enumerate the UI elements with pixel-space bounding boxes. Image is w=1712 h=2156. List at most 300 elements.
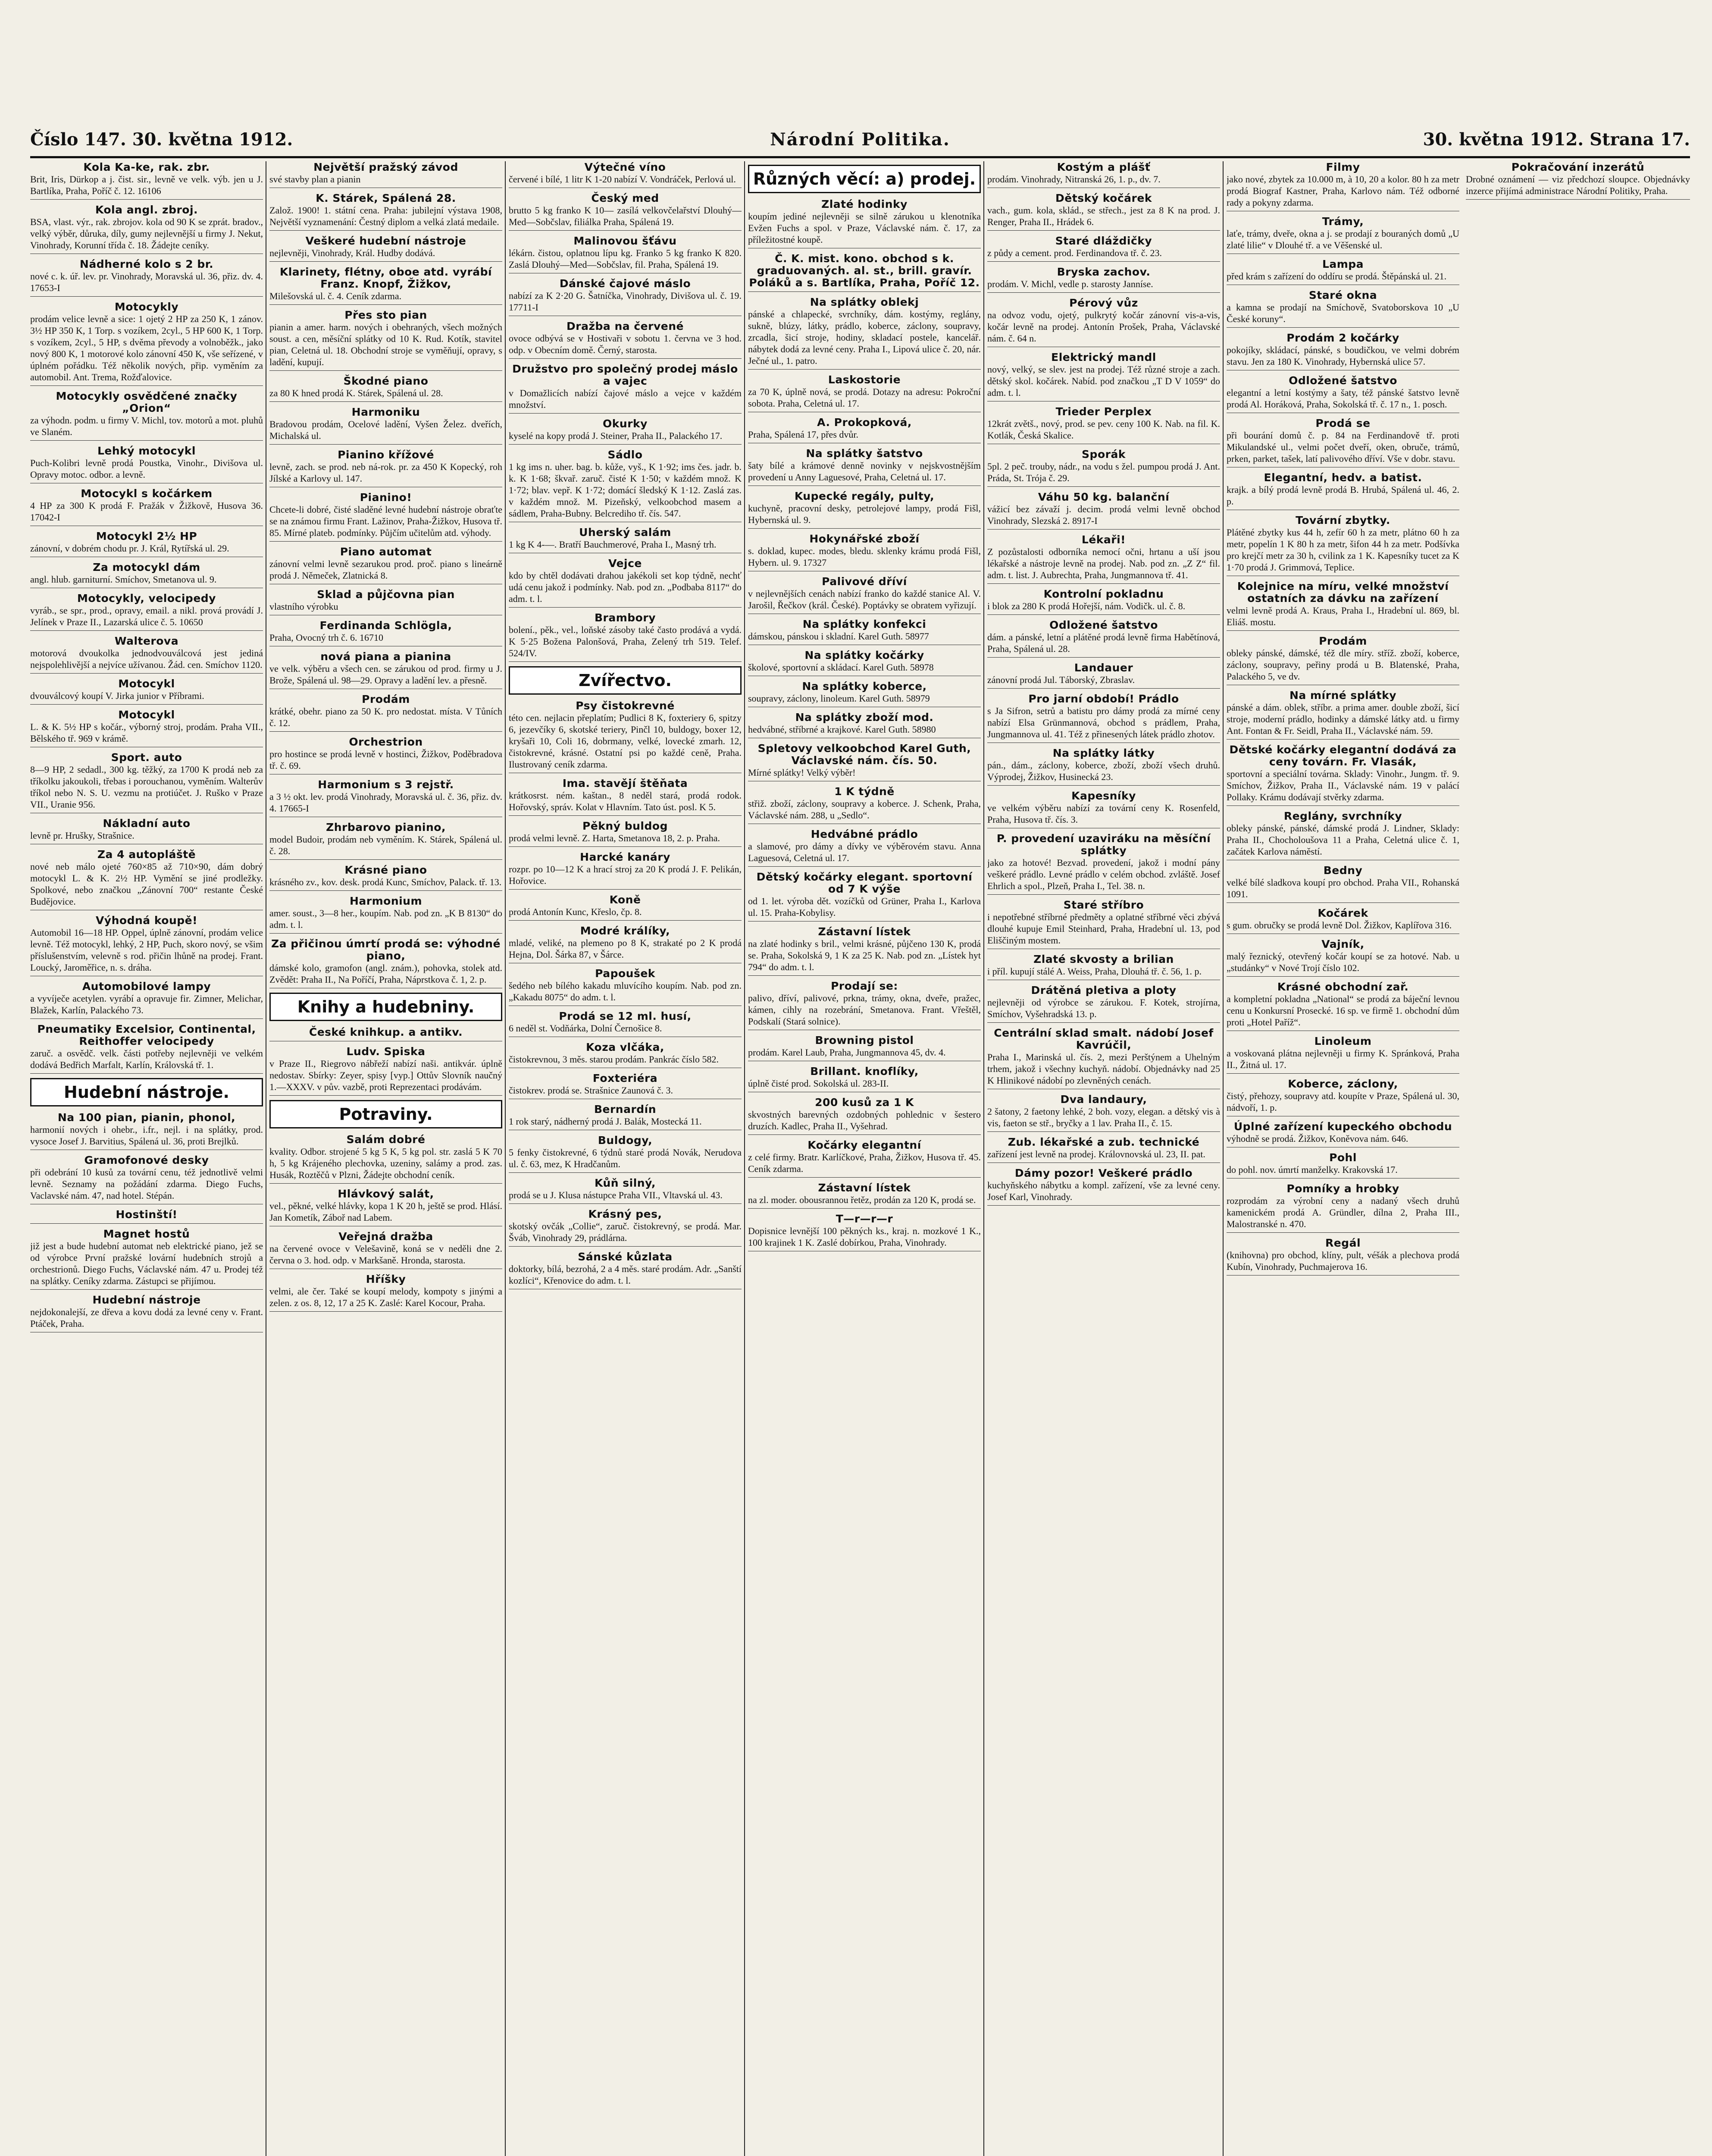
classified-ad [748,296,981,370]
classified-ad [509,235,742,273]
ad-body: i nepotřebné stříbrné předměty a oplatné stříbrné věci zbývá dlouhé kupuje Emil Steinhard, Praha, Hradební ul. 13, pod Eliščiným mostem. [987,912,1220,946]
classified-ad [269,938,502,988]
ad-body: Praha I., Marinská ul. čís. 2, mezi Perštýnem a Uhelným trhem, jakož i všechny kuchyň. nádobí. Objednávky nad 25 K Hlinikové nádobí po zlevněných cenách. [987,1052,1220,1086]
ad-headline: Přes sto pian [344,309,427,321]
ad-body: z půdy a cement. prod. Ferdinandova tř. č. 23. [987,248,1162,258]
ad-body: nový, velký, se slev. jest na prodej. Též různé stroje a zach. dětský skol. kočárek. Nabíd. pod značkou „T D V 1059“ do adm. t. l. [987,364,1220,398]
ad-body: pánské a dám. oblek, stříbr. a prima amer. double zboží, šicí stroje, moderní prádlo, hodinky a dámské látky atd. u firmy Ant. Fontan & Fr. Seidl, Praha II., Václavské nám. 59. [1227,702,1459,736]
classified-ad [1227,289,1459,328]
classified-ad [1227,865,1459,903]
classified-ad [509,320,742,359]
ad-body: Z pozůstalosti odborníka nemocí očni, hrtanu a uší jsou lékařské a nástroje levně na prodej. Nab. pod zn. „Z Z“ fil. adm. t. list. J. Aubrechta, Praha, Jungmannova tř. 41. [987,546,1220,580]
ad-body: Dopisnice levnější 100 pěkných ks., kraj. n. mozkové 1 K., 100 krajinek 1 K. Zaslé dobírkou, Praha, Vinohrady. [748,1225,981,1248]
classified-ad [509,449,742,522]
ad-body: Drobné oznámení — viz předchozí sloupce. Objednávky inzerce přijímá administrace Národní Politiky, Praha. [1466,174,1690,196]
classified-ad [509,192,742,231]
classified-ad [269,309,502,371]
ad-headline: Pěkný buldog [582,820,668,832]
classified-ad [269,864,502,891]
ad-body: v nejlevnějších cenách nabízí franko do každé stanice Al. V. Jarošil, Řečkov (král. České). Poptávky se obratem vyřizují. [748,588,981,611]
ad-body: kuchyňského nábytku a kompl. zařízení, vše za levné ceny. Josef Karl, Vinohrady. [987,1180,1220,1202]
ad-body: a kamna se prodají na Smíchově, Svatoborskova 10 „U České koruny“. [1227,302,1459,324]
ad-headline: Motocykl s kočárkem [81,487,213,500]
classified-ad [987,588,1220,615]
ad-headline: Dětský kočárek [1055,192,1152,204]
ad-headline: P. provedení uzaviráku na měsíční splátky [996,832,1211,857]
ad-body: červené i bílé, 1 litr K 1-20 nabízí V. Vondráček, Perlová ul. [509,174,736,185]
classified-ad [30,635,263,674]
classified-ad [987,192,1220,231]
classified-ad [1227,258,1459,285]
classified-ad [1227,810,1459,860]
ad-headline: Ima. stavějí štěňata [562,777,688,790]
classified-ad [509,1134,742,1173]
classified-ad [509,363,742,414]
classified-ad [269,651,502,689]
ad-body: pán., dám., záclony, koberce, zboží, zboží všech druhů. Výprodej, Žižkov, Husinecká 23. [987,760,1220,782]
classified-ad [30,752,263,813]
ad-headline: Koza vlčáka, [586,1041,664,1053]
classified-ad [269,266,502,305]
classified-ad [748,253,981,292]
masthead [30,129,1690,155]
ad-headline: Koberce, záclony, [1288,1078,1398,1090]
ad-body: s. doklad, kupec. modes, bledu. sklenky krámu prodá Fišl, Hybern. ul. 9. 17327 [748,545,981,568]
ad-headline: Laskostorie [828,373,901,386]
ad-headline: Dva landaury, [1060,1093,1147,1106]
ad-headline: T—r—r—r [836,1213,893,1225]
ad-headline: Lékaři! [1081,533,1126,546]
classified-ad [269,546,502,584]
classified-ad [987,693,1220,743]
ad-body: mladé, veliké, na plemeno po 8 K, strakaté po 2 K prodá Hejna, Dol. Šárka 87, v Šárce. [509,937,742,960]
classified-columns [30,161,1690,2156]
classified-ad [748,786,981,824]
ad-body: dám. a pánské, letní a plátěné prodá levně firma Habětínová, Praha, Spálená ul. 28. [987,632,1220,654]
ad-body: velké bílé sladkova koupí pro obchod. Praha VII., Rohanská 1091. [1227,877,1459,899]
ad-headline: Úplné zařízení kupeckého obchodu [1233,1120,1452,1133]
masthead-issue-date: Číslo 147. 30. května 1912. [30,129,293,150]
classified-ad [30,258,263,297]
classified-ad [1227,938,1459,977]
ad-headline: Motocykl [118,677,175,690]
ad-body: v Praze II., Riegrovo nábřeží nabízí naši. antikvár. úplně nedostav. Sbírky: Zeyer, spisy [vyp.] Ottův Slovník naučný 1.—XXXV. v pův. vazbě, proti Reprezentaci prodávám. [269,1058,502,1092]
ad-headline: Buldogy, [598,1134,653,1147]
ad-body: palivo, dříví, palivové, prkna, trámy, okna, dveře, pražec, kámen, cihly na rozebrání, Smetanova. Frant. Vřeštěl, Podskalí (Stará solnice). [748,993,981,1027]
ad-headline: Ludv. Spiska [346,1045,426,1058]
ad-body: vel., pěkné, velké hlávky, kopa 1 K 20 h, ještě se prod. Hlásí. Jan Kometík, Záboř nad Labem. [269,1200,502,1223]
ad-headline: Gramofonové desky [84,1154,209,1166]
ad-headline: Centrální sklad smalt. nádobí Josef Kavrúčil, [994,1027,1214,1051]
ad-headline: Český med [591,192,659,204]
ad-body: čistý, přehozy, soupravy atd. koupíte v Praze, Spálená ul. 30, nádvoří, 1. p. [1227,1091,1459,1113]
ad-body: jako za hotové! Bezvad. provedení, jakož i modní pány veškeré prádlo. Levné prádlo v celém obchod. zvláště. Josef Ehrlich a spol., Plzeň, Praha I., Tel. 38. n. [987,857,1220,891]
ad-body: 8—9 HP, 2 sedadl., 300 kg. těžký, za 1700 K prodá neb za tříkolku jakoukoli, třebas i porouchanou, vyměním. Walterův tříkol nebo N. S. U. vezmu na protiúčet. J. Ruško v Praze VII., Uranie 956. [30,764,263,810]
column-divider [1223,161,1224,2156]
ad-body: krátké, obehr. piano za 50 K. pro nedostat. místa. V Tůních č. 12. [269,706,502,728]
ad-headline: Hudební nástroje [92,1294,201,1306]
ad-body: od 1. let. výroba dět. vozíčků od Grüner, Praha I., Karlova ul. 15. Praha-Kobylisy. [748,896,981,918]
ad-headline: Prodá se 12 ml. husí, [559,1010,692,1022]
classified-ad [748,828,981,867]
classified-ad [509,1208,742,1247]
ad-headline: Harmoniku [351,406,420,418]
ad-headline: Motocykly [114,301,179,313]
classified-ad [1227,1183,1459,1233]
classified-ad [509,558,742,608]
section-heading: Různých věcí: a) prodej. [748,165,981,193]
ad-body: zánovní, v dobrém chodu pr. J. Král, Rytířská ul. 29. [30,543,229,554]
ad-body: dvouválcový koupí V. Jirka junior v Příbrami. [30,690,204,701]
ad-body: prodá velmi levně. Z. Harta, Smetanova 18, 2. p. Praha. [509,833,720,843]
ad-headline: Modré králíky, [580,924,670,937]
ad-body: amer. soust., 3—8 her., koupím. Nab. pod zn. „K B 8130“ do adm. t. l. [269,908,502,930]
classified-ad [509,968,742,1006]
ad-body: dámskou, pánskou i skladní. Karel Guth. 58977 [748,631,929,642]
ad-headline: Sklad a půjčovna pian [317,588,455,601]
ad-body: a slamové, pro dámy a dívky ve výběrovém stavu. Anna Laguesová, Celetná ul. 17. [748,841,981,863]
ad-headline: Zlaté skvosty a brilian [1033,953,1174,965]
classified-ad [269,235,502,262]
classified-ad [30,1023,263,1074]
ad-headline: Veřejná dražba [338,1230,433,1243]
ad-body: nové neb málo ojeté 760×85 až 710×90, dám dobrý motocykl L. & K. 2½ HP. Vymění se jiné prodležky. Spolkové, nebo značkou „Zánovní 700“ restante České Budějovice. [30,861,263,907]
ad-body: levně pr. Hrušky, Strašnice. [30,830,135,841]
ad-body: zánovní velmi levně sezarukou prod. proč. piano s lineárně prodá J. Němeček, Zlatnická 8. [269,558,502,581]
classified-ad [509,1251,742,1289]
ad-headline: Filmy [1326,161,1360,173]
ad-headline: Prodám 2 kočárky [1286,332,1399,344]
column-7 [1466,161,1690,2156]
classified-ad [269,1026,502,1041]
classified-ad [269,1134,502,1184]
classified-ad [987,351,1220,401]
ad-body: rozprodám za výrobní ceny a nadaný všech druhů kamenickém prodá A. Gründler, dílna 2, Praha III., Malostranské n. 470. [1227,1195,1459,1229]
classified-ad [748,618,981,645]
ad-headline: Výtečné víno [584,161,666,173]
classified-ad [748,871,981,921]
classified-ad [269,449,502,487]
ad-body: pro hostince se prodá levně v hostinci, Žižkov, Poděbradova tř. č. 69. [269,749,502,771]
classified-ad [748,1097,981,1135]
ad-body: doktorky, bílá, bezrohá, 2 a 4 měs. staré prodám. Adr. „Sanští kozlíci“, Křenovice do adm. t. l. [509,1263,742,1286]
classified-ad [1227,1152,1459,1178]
ad-headline: 200 kusů za 1 K [815,1096,914,1109]
ad-headline: Za 4 autopláště [97,848,196,861]
ad-body: této cen. nejlacin přeplatím; Pudlici 8 K, foxteriery 6, spitzy 6, jezevčíky 6, skotské teriery, Pinčl 10, buldogy, boxer 12, kryšaři 10, Coli 16, dobrmany, velké, lovecké zmarh. 12, čistokrevné, krásné. Ostatní psi po každé ceně, Praha. Ilustrovaný ceník zdarma. [509,712,742,770]
ad-headline: Kůň silný, [595,1177,656,1189]
ad-headline: Nádherné kolo s 2 br. [79,258,214,270]
ad-headline: Na 100 pian, pianin, phonol, [57,1111,236,1124]
ad-headline: Pro jarní období! Prádlo [1028,693,1179,705]
classified-ad [1227,514,1459,576]
ad-body: BSA, vlast. výr., rak. zbrojov. kola od 90 K se zprát. bradov., velký výběr, důruka, díly, gumy nejlevnější u firmy J. Nekut, Vinohrady, Korunní třída č. 18. Žádejte ceníky. [30,216,263,251]
classified-ad [30,204,263,254]
ad-body: na odvoz vodu, ojetý, pulkrytý kočár zánovní vis-a-vis, kočár levně na prodej. Antonín Prošek, Praha, Václavské nám. č. 64 n. [987,310,1220,344]
ad-headline: Landauer [1074,661,1133,674]
ad-body: nové c. k. úř. lev. pr. Vinohrady, Moravská ul. 36, přiz. dv. 4. 17653-I [30,271,263,293]
column-3 [509,161,742,2156]
classified-ad [987,662,1220,689]
ad-body: skvostných barevných ozdobných pohlednic v šestero druzích. Kadlec, Praha II., Vyšehrad. [748,1109,981,1131]
ad-body: čistokrev. prodá se. Strašnice Zaunová č. 3. [509,1085,673,1096]
classified-ad [30,1228,263,1290]
ad-headline: Dětské kočárky elegantní dodává za ceny továrn. Fr. Vlasák, [1229,743,1457,768]
ad-headline: Kostým a plášť [1057,161,1151,173]
ad-headline: Palivové dříví [822,575,907,588]
ad-headline: Kupecké regály, pulty, [794,490,935,502]
ad-headline: Browning pistol [815,1034,914,1047]
ad-headline: Sport. auto [111,751,182,764]
classified-ad [30,161,263,200]
ad-body: ovoce odbývá se v Hostivaři v sobotu 1. června ve 3 hod. odp. v Obecním domě. Černý, starosta. [509,333,742,355]
ad-headline: Na splátky látky [1052,747,1155,759]
classified-ad [509,700,742,773]
classified-ad [269,161,502,188]
ad-headline: Prodám [1319,635,1367,647]
classified-ad [987,1167,1220,1206]
classified-ad [509,1072,742,1099]
classified-ad [987,1136,1220,1163]
ad-body: 1 rok starý, nádherný prodá J. Balák, Mostecká 11. [509,1116,702,1127]
ad-body: laťe, trámy, dveře, okna a j. se prodají z bouraných domů „U zlaté lilie“ v Dlouhé tř. a ve Věšenské ul. [1227,228,1459,251]
classified-ad [987,619,1220,658]
ad-headline: Odložené šatstvo [1289,374,1397,387]
ad-headline: Vajník, [1321,938,1365,950]
ad-body: velmi, ale čer. Také se koupí melody, kompoty s jinými a zelen. z os. 8, 12, 17 a 25 K. Zaslé: Karel Kocour, Praha. [269,1286,502,1308]
ad-headline: Piano automat [340,545,432,558]
ad-body: již jest a bude hudební automat neb elektrické piano, jež se od výrobce První pražské lovární hudebních strojů a orchestrionů. Diego Fuchs, Václavské nám. 47 u. Prodej též na splátky. Ceníky zdarma. Zástupci se přijímou. [30,1241,263,1286]
ad-body: za 70 K, úplně nová, se prodá. Dotazy na adresu: Pokroční sobota. Praha, Celetná ul. 17. [748,386,981,409]
ad-body: Plátěné zbytky kus 44 h, zefír 60 h za metr, plátno 60 h za metr, popelín 1 K 80 h za metr, šifon 44 h za metr. Podšívka pro krejčí metr za 30 h, cvilink za 1 K. Kapesníky tucet za K 1·70 prodá J. Grimmová, Teplice. [1227,527,1459,573]
section-heading: Knihy a hudebniny. [269,993,502,1021]
ad-body: hedvábné, stříbrné a krajkové. Karel Guth. 58980 [748,724,936,735]
ad-body: soupravy, záclony, linoleum. Karel Guth. 58979 [748,693,930,704]
ad-headline: Kola angl. zbroj. [95,204,198,216]
ad-headline: Harcké kanáry [580,851,670,863]
ad-headline: Pianino křížové [338,448,434,461]
classified-ad [748,533,981,571]
ad-headline: Výhodná koupě! [95,914,198,927]
ad-headline: Hlávkový salát, [338,1188,434,1200]
ad-headline: Motocykl [118,708,175,721]
classified-ad [1466,161,1690,200]
ad-headline: Krásný pes, [588,1208,662,1220]
ad-body: 2 šatony, 2 faetony lehké, 2 boh. vozy, elegan. a dětský vis à vis, faeton se stř., bryčky a 1 lav. Praha II., č. 15. [987,1106,1220,1128]
ad-body: (knihovna) pro obchod, klíny, pult, véšák a plechova prodá Kubín, Vinohrady, Puchmajerova 16. [1227,1250,1459,1272]
ad-headline: Sánské kůzlata [578,1250,673,1263]
ad-body: do pohl. nov. úmrtí manželky. Krakovská 17. [1227,1164,1398,1175]
section-heading: Potraviny. [269,1100,502,1128]
ad-headline: Na splátky zboží mod. [795,711,934,724]
classified-ad [269,1231,502,1269]
classified-ad [30,678,263,705]
ad-headline: Sporák [1082,448,1126,461]
ad-body: Bradovou prodám, Ocelové ladění, Vyšen Želez. dveřích, Michalská ul. [269,419,502,441]
ad-body: Praha, Ovocný trh č. 6. 16710 [269,632,383,643]
classified-ad [509,1010,742,1037]
classified-ad [987,235,1220,262]
classified-ad [748,743,981,781]
ad-headline: Dětský kočárky elegant. sportovní od 7 K výše [756,871,973,895]
ad-headline: Pomníky a hrobky [1286,1182,1399,1195]
classified-ad [748,926,981,976]
ad-body: harmonií nových i ohebr., i.fr., nejl. i na splátky, prod. vysoce Josef J. Barvitius, Spálená ul. 36, proti Brejlků. [30,1124,263,1147]
ad-headline: Papoušek [595,967,655,980]
ad-body: své stavby plan a pianin [269,174,361,185]
classified-ad [748,1182,981,1209]
classified-ad [509,418,742,445]
classified-ad [748,576,981,614]
classified-ad [269,779,502,817]
ad-body: i blok za 280 K prodá Hořejší, nám. Vodičk. ul. č. 8. [987,601,1186,611]
ad-headline: Prodají se: [831,980,898,992]
ad-headline: Motocykly, velocipedy [77,592,216,605]
ad-body: na zl. moder. obousrannou řetěz, prodán za 120 K, prodá se. [748,1194,976,1205]
ad-headline: 1 K týdně [834,785,895,798]
ad-headline: Kapesníky [1071,790,1136,802]
ad-body: prodá se u J. Klusa nástupce Praha VII., Vltavská ul. 43. [509,1190,723,1200]
ad-headline: Salám dobré [346,1133,426,1146]
ad-body: vážicí bez závaží j. decim. prodá velmi levně obchod Vinohrady, Slezská 2. 8917-I [987,504,1220,526]
ad-headline: Pneumatiky Excelsior, Continental, Reithoffer velocipedy [37,1023,256,1047]
ad-headline: Kočárky elegantní [807,1139,921,1151]
ad-body: krásného zv., kov. desk. prodá Kunc, Smíchov, Palack. tř. 13. [269,877,502,887]
ad-headline: Drátěná pletiva a ploty [1031,984,1177,997]
classified-ad [987,448,1220,487]
ad-headline: Staré okna [1308,289,1377,301]
ad-headline: Na splátky oblekj [810,296,919,308]
ad-headline: Váhu 50 kg. balanční [1038,491,1170,503]
ad-body: velmi levně prodá A. Kraus, Praha I., Hradební ul. 869, bl. Eliáš. mostu. [1227,605,1459,627]
ad-body: a 3 ½ okt. lev. prodá Vinohrady, Moravská ul. č. 36, přiz. dv. 4. 17665-I [269,791,502,814]
ad-body: prodám. Vinohrady, Nitranská 26, 1. p., dv. 7. [987,174,1161,185]
classified-ad [987,790,1220,828]
classified-ad [269,192,502,231]
ad-body: obleky pánské, dámské, též dle míry. stříž. zboží, koberce, záclony, soupravy, peřiny prodá u B. Blatenské, Praha, Palackého 5, ve dv. [1227,648,1459,682]
column-5 [987,161,1220,2156]
ad-body: Automobil 16—18 HP. Oppel, úplně zánovní, prodám velice levně. Též motocykl, lehký, 2 HP, Puch, skoro nový, se všim příslušenstvím, velevně s rod. přičin lhůně na prodej. Frant. Loucký, Jaroměřice, n. s. dráha. [30,927,263,973]
classified-ad [1227,1121,1459,1147]
ad-headline: Č. K. mist. kono. obchod s k. graduovaných. al. st., brill. gravír. Poláků a s. Bartlíka, Praha, Poříč 12. [749,252,980,289]
ad-headline: Hříšky [366,1273,406,1285]
classified-ad [30,390,263,441]
ad-headline: Magnet hostů [103,1228,190,1240]
ad-body: Chcete-li dobré, čisté sladěné levné hudební nástroje obraťte se na známou firmu Frant. Lažinov, Praha-Žižkov, Husova tř. 85. Mírné plateb. podmínky. Půjčím učitelům atd. výhody. [269,504,502,538]
ad-body: obleky pánské, pánské, dámské prodá J. Lindner, Sklady: Praha II., Chocholoušova 11 a Praha, Celetná ulice č. 1, začátek Karlova náměstí. [1227,823,1459,857]
ad-body: 1 kg K 4-—. Bratří Bauchmerové, Praha I., Masný trh. [509,539,717,550]
classified-ad [30,445,263,483]
ad-headline: Za přičinou úmrtí prodá se: výhodné piano, [271,937,501,962]
classified-ad [269,1188,502,1226]
ad-headline: Hostinští! [116,1208,178,1221]
ad-body: dámské kolo, gramofon (angl. znám.), pohovka, stolek atd. Zvědět: Praha II., Na Poříčí, Praha, Náprstkova č. 1, 2. p. [269,962,502,985]
classified-ad [30,709,263,747]
classified-ad [30,301,263,386]
ad-body: čistokrevnou, 3 měs. starou prodám. Pankrác číslo 582. [509,1054,719,1065]
ad-headline: Motocykl 2½ HP [96,530,197,542]
column-divider [744,161,745,2156]
ad-headline: Na splátky konfekci [802,618,926,630]
ad-headline: Klarinety, flétny, oboe atd. vyrábí Franz. Knopf, Žižkov, [279,266,492,290]
classified-ad [269,736,502,774]
ad-body: vach., gum. kola, sklád., se střech., jest za 8 K na prod. J. Renger, Praha II., Hrádek 6. [987,205,1220,227]
ad-headline: Regál [1325,1237,1361,1249]
classified-ad [1227,981,1459,1031]
classified-ad [269,492,502,542]
ad-headline: K. Stárek, Spálená 28. [316,192,456,204]
ad-body: Praha, Spálená 17, přes dvůr. [748,429,858,440]
classified-ad [987,747,1220,786]
ad-body: kuchyně, pracovní desky, petrolejové lampy, prodá Fišl, Hybernská ul. 9. [748,503,981,525]
classified-ad [1227,689,1459,740]
ad-body: Puch-Kolibri levně prodá Poustka, Vinohr., Divišova ul. Opravy motoc. odbor. a levně. [30,458,263,480]
classified-ad [30,488,263,526]
classified-ad [748,417,981,443]
ad-body: sportovní a speciální továrna. Sklady: Vinohr., Jungm. tř. 9. Smíchov, Žižkov, Praha II., Václavské nám. 19 v palácí Pollaky. Krámu dodávají stvěrky zdarma. [1227,768,1459,802]
ad-body: za 80 K hned prodá K. Stárek, Spálená ul. 28. [269,388,443,398]
ad-body: při odebrání 10 kusů za tovární cenu, též jednotlivě velmi levně. Seznamy na požádání zdarma. Diego Fuchs, Vaclavské nám. 47, nad hotel. Stépán. [30,1167,263,1201]
classified-ad [748,490,981,529]
classified-ad [30,981,263,1019]
ad-body: nejlevněji, Vinohrady, Král. Hudby dodává. [269,248,435,258]
classified-ad [509,851,742,890]
ad-headline: nová piana a pianina [320,650,451,663]
ad-headline: Bedny [1323,864,1363,877]
ad-headline: Krásné piano [344,864,427,876]
ad-body: školové, sportovní a skládací. Karel Guth. 58978 [748,662,934,673]
classified-ad [748,198,981,248]
classified-ad [987,297,1220,347]
classified-ad [987,1027,1220,1089]
column-divider [505,161,506,2156]
ad-body: angl. hlub. garniturní. Smíchov, Smetanova ul. 9. [30,574,217,585]
ad-body: vlastního výrobku [269,601,338,612]
classified-ad [30,592,263,631]
classified-ad [30,1294,263,1332]
ad-body: na červené ovoce v Velešavině, koná se v neděli dne 2. června o 3. hod. odp. v Markšaně. Hronda, starosta. [269,1243,502,1266]
classified-ad [269,1046,502,1096]
ad-headline: Škodné piano [343,375,429,387]
newspaper-title: Národní Politika. [770,129,950,150]
column-2 [269,161,502,2156]
ad-body: brutto 5 kg franko K 10— zasílá velkovčelařství Dlouhý—Med—Sobčslav, filiálka Praha, Spálená 19. [509,205,742,227]
ad-headline: Na splátky koberce, [802,680,927,693]
ad-headline: Vejce [608,557,642,570]
ad-body: rozpr. po 10—12 K a hrací stroj za 20 K prodá J. F. Pelikán, Hořovice. [509,864,742,886]
ad-headline: Kola Ka-ke, rak. zbr. [83,161,210,173]
ad-body: model Budoir, prodám neb vyměním. K. Stárek, Spálená ul. č. 28. [269,834,502,856]
classified-ad [1227,216,1459,254]
classified-ad [30,818,263,844]
ad-body: 5pl. 2 peč. trouby, nádr., na vodu s žel. pumpou prodá J. Ant. Práda, St. Trója č. 29. [987,461,1220,483]
ad-headline: Sádlo [607,448,643,461]
ad-headline: Kontrolní pokladnu [1043,588,1164,600]
classified-ad [1227,907,1459,934]
column-6 [1227,161,1459,2156]
ad-headline: Kočárek [1318,907,1368,919]
ad-headline: Ferdinanda Schlögla, [319,619,452,632]
ad-headline: Bryska zachov. [1057,266,1151,278]
ad-body: i příl. kupují stálé A. Weiss, Praha, Dlouhá tř. č. 56, 1. p. [987,966,1202,977]
classified-ad [509,777,742,816]
ad-body: ve velk. výběru a všech cen. se zárukou od prod. firmy u J. Brože, Spálená ul. 98—29. Opravy a ladění lev. a přesně. [269,663,502,686]
ad-body: z celé firmy. Bratr. Karlíčkové, Praha, Žižkov, Husova tř. 45. Ceník zdarma. [748,1152,981,1174]
classified-ad [30,1154,263,1204]
ad-headline: Bernardín [594,1103,657,1116]
masthead-page-number: 30. května 1912. Strana 17. [1423,129,1690,150]
ad-body: s gum. obručky se prodá levně Dol. Žižkov, Kaplířova 316. [1227,920,1452,931]
